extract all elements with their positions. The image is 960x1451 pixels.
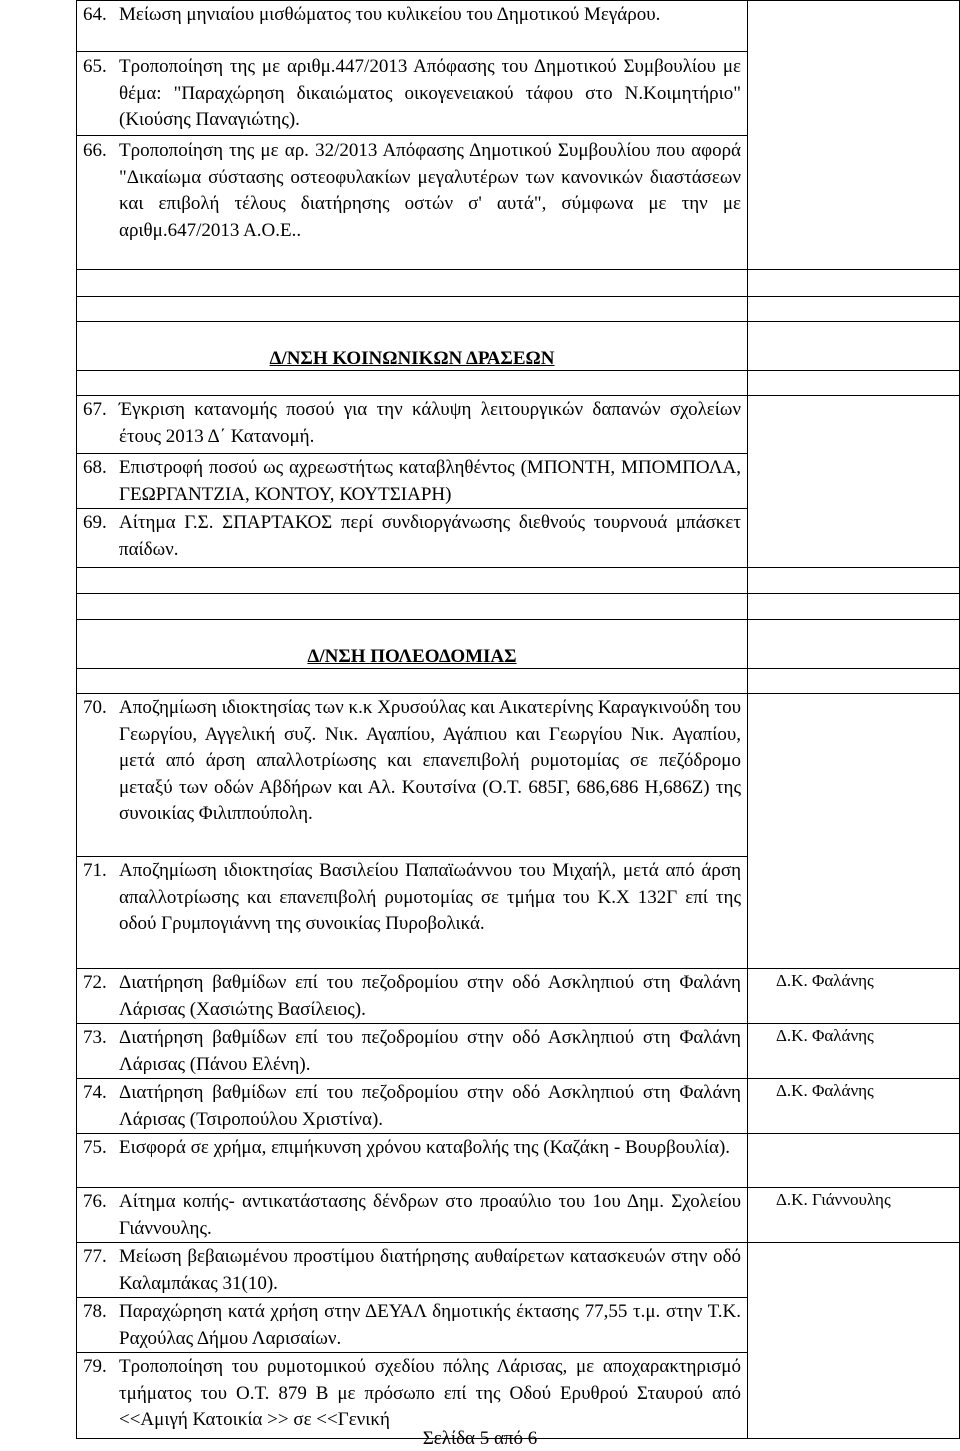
item-number: 70. [83,697,107,718]
item-number: 72. [83,972,107,993]
item-number: 73. [83,1027,107,1048]
item-number: 68. [83,457,107,478]
agenda-row [77,969,960,1024]
item-text: Εισφορά σε χρήμα, επιμήκυνση χρόνου καταβολής της (Καζάκη - Βουρβουλία). [119,1137,731,1158]
item-number: 77. [83,1246,107,1267]
section-row [77,322,960,371]
item-text: Έγκριση κατανομής ποσού για την κάλυψη λειτουργικών δαπανών σχολείων έτους 2013 Δ΄ Κατανομή. [119,399,741,447]
item-text: Αίτημα κοπής- αντικατάστασης δένδρων στο προαύλιο του 1ου Δημ. Σχολείου Γιάννουλης. [119,1191,741,1239]
item-number: 71. [83,860,107,881]
item-number: 79. [83,1356,107,1377]
item-text: Μείωση βεβαιωμένου προστίμου διατήρησης αυθαίρετων κατασκευών στην οδό Καλαμπάκας 31(10). [119,1246,741,1294]
community-label: Δ.Κ. Φαλάνης [776,1081,874,1100]
item-number: 76. [83,1191,107,1212]
agenda-row [77,1134,960,1188]
agenda-row [77,1188,960,1243]
item-text: Μείωση μηνιαίου μισθώματος του κυλικείου του Δημοτικού Μεγάρου. [119,4,661,25]
agenda-row [77,1024,960,1079]
item-text: Αίτημα Γ.Σ. ΣΠΑΡΤΑΚΟΣ περί συνδιοργάνωσης διεθνούς τουρνουά μπάσκετ παίδων. [119,512,741,560]
section-heading-urban: Δ/ΝΣΗ ΠΟΛΕΟΔΟΜΙΑΣ [307,646,517,667]
item-text: Διατήρηση βαθμίδων επί του πεζοδρομίου στην οδό Ασκληπιού στη Φαλάνη Λάρισας (Τσιροπούλου Χριστίνα). [119,1082,741,1130]
section-row [77,620,960,669]
item-text: Επιστροφή ποσού ως αχρεωστήτως καταβληθέντος (ΜΠΟΝΤΗ, ΜΠΟΜΠΟΛΑ, ΓΕΩΡΓΑΝΤΖΙΑ, ΚΟΝΤΟΥ, ΚΟΥΤΣΙΑΡΗ) [119,457,741,505]
community-label: Δ.Κ. Φαλάνης [776,1026,874,1045]
item-number: 66. [83,140,107,161]
section-heading-social: Δ/ΝΣΗ ΚΟΙΝΩΝΙΚΩΝ ΔΡΑΣΕΩΝ [269,348,555,369]
agenda-row [77,396,960,454]
agenda-table [76,0,960,1430]
page-footer: Σελίδα 5 από 6 [422,1428,538,1449]
item-text: Αποζημίωση ιδιοκτησίας Βασιλείου Παπαϊωάννου του Μιχαήλ, μετά από άρση απαλλοτρίωσης και επανεπιβολή ρυμοτομίας σε τμήμα του Κ.Χ 132Γ επί της οδού Γρυμπογιάννη της συνοικίας Πυροβολικά. [119,860,741,934]
community-label: Δ.Κ. Φαλάνης [776,971,874,990]
item-number: 65. [83,56,107,77]
agenda-row [77,694,960,857]
item-number: 74. [83,1082,107,1103]
item-text: Διατήρηση βαθμίδων επί του πεζοδρομίου στην οδό Ασκληπιού στη Φαλάνη Λάρισας (Χασιώτης Βασίλειος). [119,972,741,1020]
item-number: 64. [83,4,107,25]
item-text: Τροποποίηση της με αρ. 32/2013 Απόφασης Δημοτικού Συμβουλίου που αφορά "Δικαίωμα σύστασης οστεοφυλακίων μεγαλυτέρων των κανονικών διαστάσεων και επιβολή τέλους διατήρησης οστών σ' αυτά", σύμφωνα με την με αριθμ.647/2013 Α.Ο.Ε.. [119,140,741,241]
agenda-row [77,1079,960,1134]
agenda-row [77,1243,960,1298]
item-text: Παραχώρηση κατά χρήση στην ΔΕΥΑΛ δημοτικής έκτασης 77,55 τ.μ. στην Τ.Κ. Ραχούλας Δήμου Λαρισαίων. [119,1301,741,1349]
item-number: 78. [83,1301,107,1322]
item-number: 69. [83,512,107,533]
community-label: Δ.Κ. Γιάννουλης [776,1190,891,1209]
item-text: Τροποποίηση του ρυμοτομικού σχεδίου πόλης Λάρισας, με αποχαρακτηρισμό τμήματος του Ο.Τ. 879 Β με πρόσωπο επί της Οδού Ερυθρού Σταυρού από <<Αμιγή Κατοικία >> σε <<Γενική [119,1356,741,1430]
agenda-row [77,1,960,52]
item-number: 75. [83,1137,107,1158]
item-number: 67. [83,399,107,420]
item-text: Αποζημίωση ιδιοκτησίας των κ.κ Χρυσούλας και Αικατερίνης Καραγκινούδη του Γεωργίου, Αγγελική συζ. Νικ. Αγαπίου, Αγάπιου και Γεωργίου Νικ. Αγαπίου, μετά από άρση απαλλοτρίωσης και επανεπιβολή ρυμοτομίας σε πεζόδρομο μεταξύ των οδών Αβδήρων και Αλ. Κουτσίνα (Ο.Τ. 685Γ, 686,686 Η,686Ζ) της συνοικίας Φιλιππούπολη. [119,697,741,824]
item-text: Τροποποίηση της με αριθμ.447/2013 Απόφασης του Δημοτικού Συμβουλίου με θέμα: "Παραχώρηση δικαιώματος οικογενειακού τάφου στο Ν.Κοιμητήριο" (Κιούσης Παναγιώτης). [119,56,741,130]
item-text: Διατήρηση βαθμίδων επί του πεζοδρομίου στην οδό Ασκληπιού στη Φαλάνη Λάρισας (Πάνου Ελένη). [119,1027,741,1075]
